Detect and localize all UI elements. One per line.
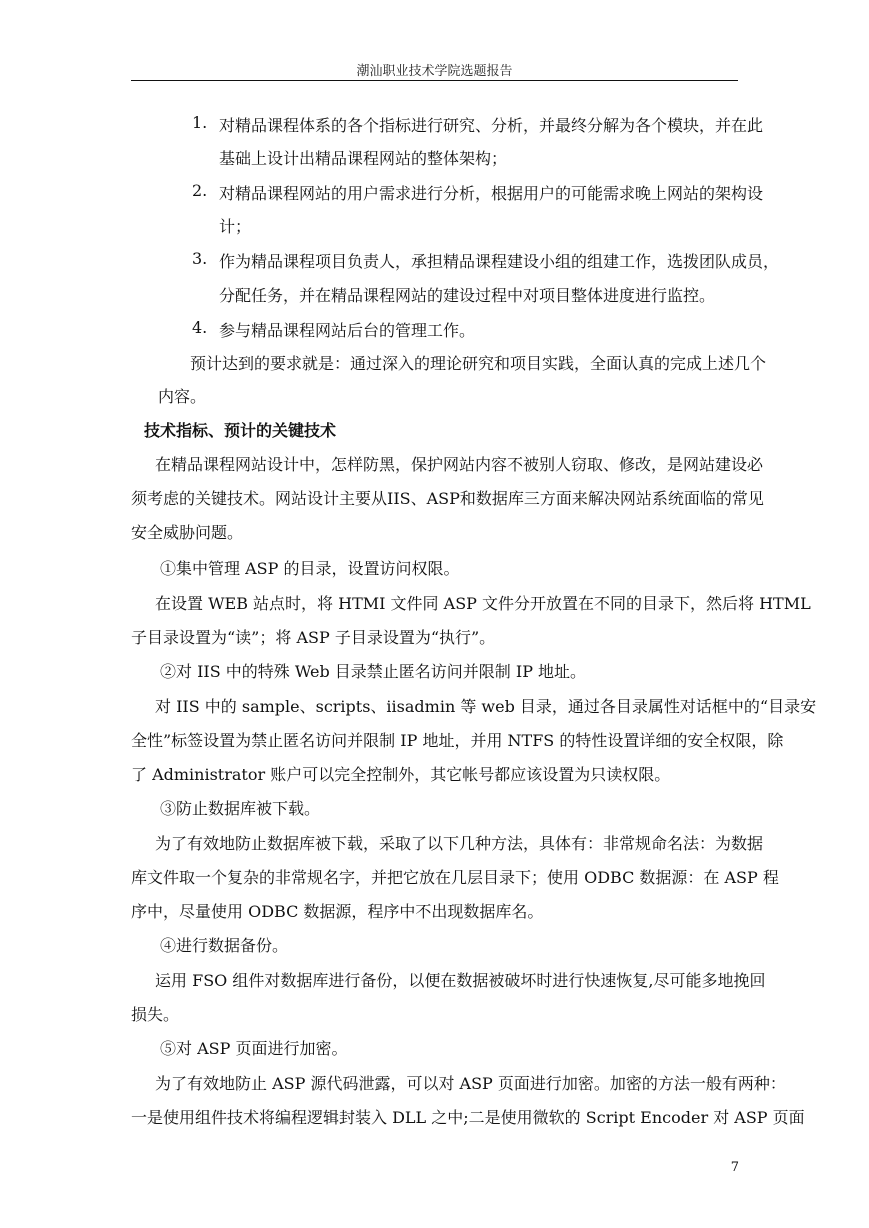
summary-line-2: 内容。 <box>158 387 207 406</box>
list-number-4: 4. <box>192 318 208 337</box>
item-4-body-line-2: 损失。 <box>131 1005 180 1024</box>
list-number-1: 1. <box>192 113 208 132</box>
page-number: 7 <box>730 1160 739 1175</box>
intro-line-2: 须考虑的关键技术。网站设计主要从IIS、ASP和数据库三方面来解决网站系统面临的常见 <box>131 489 764 508</box>
list-item-3-line-1: 作为精品课程项目负责人，承担精品课程建设小组的组建工作，选拨团队成员， <box>219 252 780 271</box>
item-3-body-line-2: 库文件取一个复杂的非常规名字，并把它放在几层目录下；使用 ODBC 数据源：在 ASP 程 <box>131 868 779 887</box>
item-1-body-line-2: 子目录设置为“读”；将 ASP 子目录设置为“执行”。 <box>131 628 496 647</box>
page-header-title: 潮汕职业技术学院选题报告 <box>356 64 513 79</box>
list-item-2-line-1: 对精品课程网站的用户需求进行分析，根据用户的可能需求晚上网站的架构设 <box>219 184 764 203</box>
header-rule <box>131 80 738 81</box>
intro-line-3: 安全威胁问题。 <box>131 523 244 542</box>
item-5-body-line-2: 一是使用组件技术将编程逻辑封装入 DLL 之中;二是使用微软的 Script Encoder 对 ASP 页面 <box>131 1108 805 1127</box>
list-item-3-line-2: 分配任务，并在精品课程网站的建设过程中对项目整体进度进行监控。 <box>219 286 716 305</box>
list-number-3: 3. <box>192 249 208 268</box>
item-3-body-line-1: 为了有效地防止数据库被下载，采取了以下几种方法，具体有：非常规命名法：为数据 <box>155 834 764 853</box>
item-5-title: ⑤对 ASP 页面进行加密。 <box>160 1039 348 1058</box>
item-1-body-line-1: 在设置 WEB 站点时，将 HTMI 文件同 ASP 文件分开放置在不同的目录下，然后将 HTML <box>155 594 811 613</box>
item-2-title: ②对 IIS 中的特殊 Web 目录禁止匿名访问并限制 IP 地址。 <box>160 662 587 681</box>
summary-line-1: 预计达到的要求就是：通过深入的理论研究和项目实践，全面认真的完成上述几个 <box>190 354 767 373</box>
item-4-title: ④进行数据备份。 <box>160 936 289 955</box>
item-5-body-line-1: 为了有效地防止 ASP 源代码泄露，可以对 ASP 页面进行加密。加密的方法一般有两种： <box>155 1074 786 1093</box>
list-item-4-line-1: 参与精品课程网站后台的管理工作。 <box>219 321 476 340</box>
item-2-body-line-3: 了 Administrator 账户可以完全控制外，其它帐号都应该设置为只读权限。 <box>131 765 671 784</box>
item-2-body-line-2: 全性”标签设置为禁止匿名访问并限制 IP 地址，并用 NTFS 的特性设置详细的安全权限，除 <box>131 731 784 750</box>
list-item-2-line-2: 计； <box>219 217 252 236</box>
list-item-1-line-2: 基础上设计出精品课程网站的整体架构； <box>219 149 508 168</box>
list-item-1-line-1: 对精品课程体系的各个指标进行研究、分析，并最终分解为各个模块，并在此 <box>219 116 764 135</box>
section-heading: 技术指标、预计的关键技术 <box>144 421 337 440</box>
item-2-body-line-1: 对 IIS 中的 sample、scripts、iisadmin 等 web 目录，通过各目录属性对话框中的“目录安 <box>155 697 817 716</box>
item-3-title: ③防止数据库被下载。 <box>160 799 321 818</box>
list-number-2: 2. <box>192 181 208 200</box>
intro-line-1: 在精品课程网站设计中，怎样防黑，保护网站内容不被别人窃取、修改，是网站建设必 <box>155 455 764 474</box>
item-1-title: ①集中管理 ASP 的目录，设置访问权限。 <box>160 559 460 578</box>
item-3-body-line-3: 序中，尽量使用 ODBC 数据源，程序中不出现数据库名。 <box>131 902 544 921</box>
item-4-body-line-1: 运用 FSO 组件对数据库进行备份，以便在数据被破坏时进行快速恢复,尽可能多地挽回 <box>155 971 766 990</box>
